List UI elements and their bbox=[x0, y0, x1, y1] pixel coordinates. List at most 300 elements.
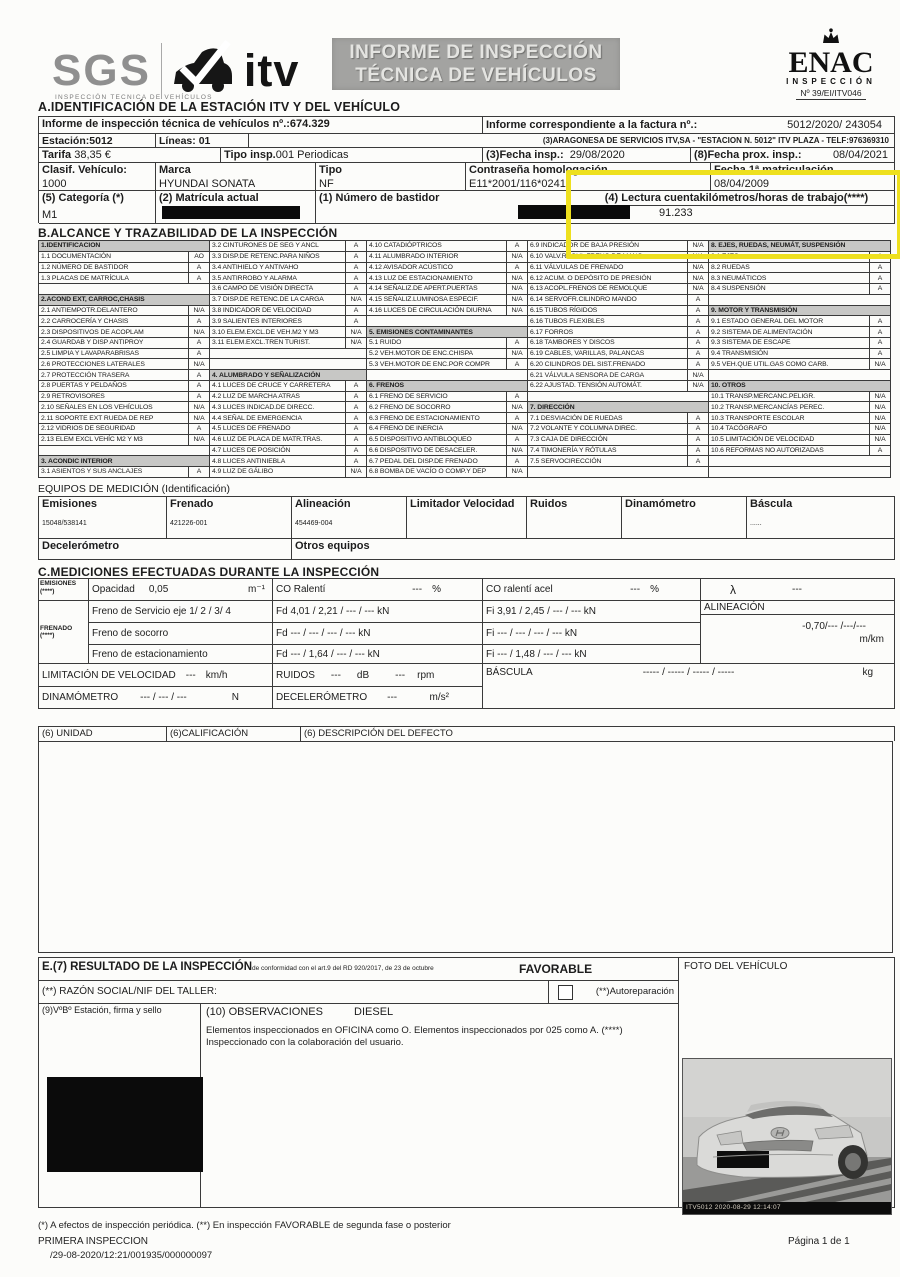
equipo-cell bbox=[407, 497, 527, 539]
b-item-row bbox=[39, 401, 209, 412]
signature-redaction-box bbox=[47, 1077, 203, 1172]
tipo-value: NF bbox=[319, 178, 334, 190]
b-empty-row bbox=[39, 283, 209, 294]
b-item-status: A bbox=[345, 402, 366, 412]
b-item-row bbox=[210, 315, 366, 326]
car-illustration bbox=[683, 1059, 891, 1202]
alineacion-cell bbox=[701, 601, 895, 664]
otros-equipos-cell bbox=[292, 539, 895, 560]
resultado-row bbox=[39, 958, 679, 981]
b-item-row bbox=[39, 272, 209, 283]
dinamometro-label: DINAMÓMETRO bbox=[42, 692, 119, 703]
frenado-side-2: (****) bbox=[40, 632, 55, 639]
section-a-title: A.IDENTIFICACIÓN DE LA ESTACIÓN ITV Y DEL VEHÍCULO bbox=[38, 100, 401, 114]
b-item-row bbox=[210, 445, 366, 456]
b-empty-row bbox=[528, 391, 708, 402]
b-item-status: N/A bbox=[687, 273, 708, 283]
limitacion-cell bbox=[39, 664, 273, 687]
b-item-status: A bbox=[188, 381, 209, 391]
b-item-label: 3.6 CAMPO DE VISIÓN DIRECTA bbox=[212, 285, 314, 293]
b-item-label: 9.3 SISTEMA DE ESCAPE bbox=[711, 339, 791, 347]
b-item-row bbox=[210, 326, 366, 337]
b-item-row bbox=[528, 348, 708, 359]
b-item-status: N/A bbox=[869, 413, 890, 423]
autoreparacion-label: (**)Autoreparación bbox=[595, 986, 674, 997]
equipo-cell bbox=[622, 497, 747, 539]
b-item-status: A bbox=[506, 392, 527, 402]
b-column-5 bbox=[708, 240, 891, 478]
equipos-table bbox=[38, 496, 895, 560]
b-item-status: A bbox=[869, 446, 890, 456]
b-item-row bbox=[210, 391, 366, 402]
fecha-insp-value: 29/08/2020 bbox=[569, 149, 625, 161]
b-item-row bbox=[367, 305, 527, 316]
b-item-status: A bbox=[188, 263, 209, 273]
observaciones-line2: Inspeccionado con la colaboración del usuario. bbox=[206, 1037, 404, 1048]
b-item-row bbox=[367, 337, 527, 348]
opacidad-unit: m⁻¹ bbox=[248, 584, 265, 595]
lambda-label: λ bbox=[730, 582, 736, 597]
alineacion-unit: m/km bbox=[859, 634, 884, 645]
b-item-status: AO bbox=[188, 252, 209, 262]
freno-estac-fd-cell: Fd --- / 1,64 / --- / --- kN bbox=[273, 645, 483, 664]
b-group-header: 7. DIRECCIÓN bbox=[528, 401, 708, 412]
b-item-label: 3.11 ELEM.EXCL.TREN TURIST. bbox=[212, 339, 310, 347]
b-item-status: N/A bbox=[188, 402, 209, 412]
b-item-label: 3.1 ASIENTOS Y SUS ANCLAJES bbox=[41, 468, 143, 476]
marca-label: Marca bbox=[159, 164, 191, 176]
sgs-itv-logo bbox=[52, 36, 299, 95]
b-item-label: 5.1 RUIDO bbox=[369, 339, 402, 347]
b-item-row bbox=[367, 466, 527, 477]
b-group-header: 6. FRENOS bbox=[367, 380, 527, 391]
b-item-label: 2.9 RETROVISORES bbox=[41, 393, 105, 401]
b-item-label: 3.4 ANTIHIELO Y ANTIVAHO bbox=[212, 263, 299, 271]
b-item-status: A bbox=[188, 273, 209, 283]
resultado-title-small: de conformidad con el art.9 del RD 920/2017, de 23 de octubre bbox=[252, 965, 434, 972]
b-item-label: 6.4 FRENO DE INERCIA bbox=[369, 425, 443, 433]
b-item-row bbox=[367, 251, 527, 262]
b-item-row bbox=[39, 337, 209, 348]
b-item-status: A bbox=[506, 456, 527, 466]
b-item-status: A bbox=[869, 338, 890, 348]
equipo-name: Ruidos bbox=[530, 498, 568, 510]
b-group-header: 1.IDENTIFICACION bbox=[39, 241, 209, 251]
b-item-row bbox=[709, 445, 890, 456]
b-item-row bbox=[210, 455, 366, 466]
b-item-status: A bbox=[687, 359, 708, 369]
b-item-label: 2.4 GUARDAB Y DISP ANTIPROY bbox=[41, 339, 144, 347]
equipo-cell bbox=[292, 497, 407, 539]
b-item-status: A bbox=[188, 316, 209, 326]
clasif-cell bbox=[39, 163, 156, 191]
b-item-label: 5.3 VEH.MOTOR DE ENC.POR COMPR bbox=[369, 360, 490, 368]
b-item-row bbox=[39, 326, 209, 337]
freno-servicio-fd-cell: Fd 4,01 / 2,21 / --- / --- kN bbox=[273, 601, 483, 623]
b-item-label: 10.1 TRANSP.MERCANC.PELIGR. bbox=[711, 393, 815, 401]
b-item-row bbox=[709, 283, 890, 294]
b-item-label: 7.2 VOLANTE Y COLUMNA DIREC. bbox=[530, 425, 637, 433]
b-item-row bbox=[528, 412, 708, 423]
b-item-label: 2.6 PROTECCIONES LATERALES bbox=[41, 360, 145, 368]
fecha-prox-cell bbox=[691, 148, 895, 163]
b-item-status: A bbox=[687, 316, 708, 326]
b-item-status: A bbox=[506, 338, 527, 348]
fecha-insp-label: (3)Fecha insp.: bbox=[486, 149, 564, 161]
b-item-label: 7.3 CAJA DE DIRECCIÓN bbox=[530, 436, 608, 444]
estacion-cell bbox=[39, 134, 156, 148]
fecha-matric-label: Fecha 1ª matriculación bbox=[714, 164, 834, 176]
equipo-value: 421226-001 bbox=[170, 520, 208, 527]
limitacion-value: --- bbox=[185, 669, 196, 681]
b-group-header: 3. ACONDIC INTERIOR bbox=[39, 455, 209, 466]
clasif-label: Clasif. Vehículo: bbox=[42, 164, 127, 176]
b-item-status: N/A bbox=[687, 370, 708, 380]
b-item-label: 9.1 ESTADO GENERAL DEL MOTOR bbox=[711, 317, 824, 325]
b-item-label: 6.6 DISPOSITIVO DE DESACELER. bbox=[369, 446, 478, 454]
b-item-label: 6.13 ACOPL.FRENOS DE REMOLQUE bbox=[530, 285, 648, 293]
b-item-label: 9.5 VEH.QUE UTIL.GAS COMO CARB. bbox=[711, 360, 829, 368]
b-item-label: 8.3 NEUMÁTICOS bbox=[711, 274, 767, 282]
b-item-status: A bbox=[869, 263, 890, 273]
section-b-title: B.ALCANCE Y TRAZABILIDAD DE LA INSPECCIÓN bbox=[38, 226, 338, 240]
equipo-name: Frenado bbox=[170, 498, 214, 510]
matricula-redaction-bar bbox=[162, 206, 300, 219]
estacion-value: 5012 bbox=[89, 135, 113, 147]
b-item-status: N/A bbox=[506, 402, 527, 412]
b-item-label: 6.21 VÁLVULA SENSORA DE CARGA bbox=[530, 371, 645, 379]
equipo-cell bbox=[39, 497, 167, 539]
clasif-value: 1000 bbox=[42, 178, 67, 190]
b-item-row bbox=[528, 315, 708, 326]
b-item-row bbox=[528, 241, 708, 251]
alineacion-label: ALINEACIÓN bbox=[701, 601, 894, 615]
b-item-row bbox=[367, 423, 527, 434]
b-item-row bbox=[528, 337, 708, 348]
b-item-row bbox=[39, 423, 209, 434]
ruidos-label: RUIDOS bbox=[276, 669, 315, 681]
b-item-label: 4.15 SEÑALIZ.LUMINOSA ESPECIF. bbox=[369, 296, 479, 304]
b-item-label: 6.16 TUBOS FLEXIBLES bbox=[530, 317, 605, 325]
b-item-row bbox=[39, 466, 209, 477]
b-item-row bbox=[210, 423, 366, 434]
b-item-status: A bbox=[345, 316, 366, 326]
emisiones-side-label bbox=[39, 579, 89, 601]
b-item-label: 2.8 PUERTAS Y PELDAÑOS bbox=[41, 382, 127, 390]
b-item-row bbox=[367, 455, 527, 466]
footer-note: (*) A efectos de inspección periódica. (**) En inspección FAVORABLE de segunda fase o posterior bbox=[38, 1220, 451, 1231]
fecha-matric-value: 08/04/2009 bbox=[714, 178, 770, 190]
b-item-label: 4.1 LUCES DE CRUCE Y CARRETERA bbox=[212, 382, 331, 390]
tipo-insp-label: Tipo insp. bbox=[224, 149, 276, 161]
logo-subtitle: INSPECCIÓN TECNICA DE VEHÍCULOS bbox=[55, 94, 213, 101]
marca-value: HYUNDAI SONATA bbox=[159, 178, 256, 190]
b-item-row bbox=[39, 391, 209, 402]
lineas-label: Líneas: bbox=[159, 135, 196, 147]
frenado-side-1: FRENADO bbox=[40, 624, 73, 632]
fecha-prox-label: (8)Fecha prox. insp.: bbox=[694, 148, 802, 161]
equipo-name: Báscula bbox=[750, 498, 793, 510]
b-item-status: A bbox=[188, 392, 209, 402]
footer-primera-inspeccion: PRIMERA INSPECCION bbox=[38, 1236, 149, 1247]
equipo-cell bbox=[747, 497, 895, 539]
b-item-status: N/A bbox=[687, 241, 708, 251]
b-inspection-grid bbox=[38, 240, 894, 478]
b-item-row bbox=[528, 434, 708, 445]
b-item-label: 2.5 LIMPIA Y LAVAPARABRISAS bbox=[41, 350, 139, 358]
b-item-label: 4.14 SEÑALIZ.DE APERT.PUERTAS bbox=[369, 285, 478, 293]
decelerometro-unit: m/s² bbox=[429, 692, 449, 703]
b-item-row bbox=[210, 241, 366, 251]
co-ralenti-cell bbox=[273, 579, 483, 601]
b-item-row bbox=[709, 401, 890, 412]
bascula-value: ----- / ----- / ----- / ----- bbox=[642, 667, 735, 678]
b-item-label: 4.7 LUCES DE POSICIÓN bbox=[212, 446, 291, 454]
equipo-value: 15048/538141 bbox=[42, 520, 87, 527]
b-group-header: 9. MOTOR Y TRANSMISIÓN bbox=[709, 305, 890, 316]
decelerometro-name: Decelerómetro bbox=[42, 540, 120, 552]
b-item-row bbox=[709, 358, 890, 369]
lambda-cell bbox=[701, 579, 895, 601]
estacion-label: Estación: bbox=[42, 135, 90, 147]
b-item-status: N/A bbox=[506, 295, 527, 305]
observaciones-label: (10) OBSERVACIONES bbox=[206, 1006, 323, 1018]
freno-socorro-fi-cell: Fi --- / --- / --- / --- kN bbox=[483, 623, 701, 645]
decelerometro-label: DECELERÓMETRO bbox=[276, 692, 368, 703]
emisiones-side-1: EMISIONES bbox=[40, 580, 77, 587]
b-item-status: A bbox=[345, 381, 366, 391]
b-item-status: N/A bbox=[188, 413, 209, 423]
b-item-label: 5.2 VEH.MOTOR DE ENC.CHISPA bbox=[369, 350, 473, 358]
b-item-label: 6.17 FORROS bbox=[530, 328, 574, 336]
b-item-label: 4.11 ALUMBRADO INTERIOR bbox=[369, 253, 459, 261]
b-item-label: 6.7 PEDAL DEL DISP.DE FRENADO bbox=[369, 457, 478, 465]
b-item-status: N/A bbox=[506, 467, 527, 477]
sgs-logo-text: SGS bbox=[52, 46, 151, 95]
co-acel-cell bbox=[483, 579, 701, 601]
b-item-status: N/A bbox=[687, 252, 708, 262]
alineacion-value: -0,70/--- /---/--- bbox=[802, 621, 866, 632]
b-item-status: N/A bbox=[869, 392, 890, 402]
tarifa-label: Tarifa bbox=[42, 149, 72, 161]
b-item-status: A bbox=[687, 327, 708, 337]
b-item-row bbox=[210, 401, 366, 412]
b-item-status: A bbox=[687, 446, 708, 456]
b-item-status: N/A bbox=[506, 284, 527, 294]
tipo-insp-cell bbox=[221, 148, 483, 163]
b-item-row bbox=[367, 283, 527, 294]
defects-header bbox=[38, 726, 895, 741]
b-item-status: A bbox=[687, 349, 708, 359]
b-item-row bbox=[709, 412, 890, 423]
tarifa-cell bbox=[39, 148, 221, 163]
b-item-label: 6.10 VALV.REGUL.FRENO DE MANO bbox=[530, 253, 643, 261]
b-item-label: 2.7 PROTECCIÓN TRASERA bbox=[41, 371, 130, 379]
ruidos-unit2: rpm bbox=[417, 669, 435, 681]
b-item-status: A bbox=[188, 338, 209, 348]
b-column-1 bbox=[38, 240, 210, 478]
b-item-row bbox=[210, 412, 366, 423]
b-item-label: 4.9 LUZ DE GÁLIBO bbox=[212, 468, 274, 476]
b-empty-row bbox=[367, 369, 527, 380]
fecha-insp-cell bbox=[483, 148, 691, 163]
b-item-status: A bbox=[869, 284, 890, 294]
b-item-status: N/A bbox=[869, 402, 890, 412]
b-item-row bbox=[528, 380, 708, 391]
limitacion-unit: km/h bbox=[205, 669, 228, 681]
b-item-label: 1.2 NÚMERO DE BASTIDOR bbox=[41, 263, 129, 271]
b-item-row bbox=[709, 434, 890, 445]
equipo-name: Limitador Velocidad bbox=[410, 498, 515, 510]
b-item-row bbox=[528, 445, 708, 456]
limitacion-label: LIMITACIÓN DE VELOCIDAD bbox=[42, 669, 176, 681]
b-item-row bbox=[709, 391, 890, 402]
b-item-status: A bbox=[687, 435, 708, 445]
b-item-label: 3.8 INDICADOR DE VELOCIDAD bbox=[212, 306, 312, 314]
b-item-row bbox=[528, 358, 708, 369]
b-item-row bbox=[210, 305, 366, 316]
b-item-label: 9.4 TRANSMISIÓN bbox=[711, 350, 768, 358]
b-item-status: A bbox=[345, 446, 366, 456]
co-acel-unit: % bbox=[650, 584, 659, 595]
b-group-header: 4. ALUMBRADO Y SEÑALIZACIÓN bbox=[210, 369, 366, 380]
emisiones-side-2: (****) bbox=[40, 587, 55, 595]
b-item-row bbox=[367, 445, 527, 456]
b-item-row bbox=[367, 434, 527, 445]
b-item-row bbox=[709, 326, 890, 337]
co-label: CO Ralentí bbox=[276, 584, 326, 595]
b-item-label: 4.8 LUCES ANTINIEBLA bbox=[212, 457, 286, 465]
b-item-row bbox=[528, 326, 708, 337]
b-item-status: A bbox=[687, 424, 708, 434]
b-item-row bbox=[528, 262, 708, 273]
vobo-cell: (9)VºBº Estación, firma y sello bbox=[39, 1004, 201, 1208]
b-item-status: A bbox=[345, 435, 366, 445]
matricula-label: (2) Matrícula actual bbox=[159, 192, 259, 204]
b-item-status: N/A bbox=[506, 424, 527, 434]
b-item-status: A bbox=[687, 456, 708, 466]
freno-socorro-label-cell: Freno de socorro bbox=[89, 623, 273, 645]
factura-cell bbox=[483, 117, 895, 134]
b-item-label: 9.2 SISTEMA DE ALIMENTACIÓN bbox=[711, 328, 813, 336]
b-item-row bbox=[367, 401, 527, 412]
b-item-row bbox=[367, 272, 527, 283]
co-value: --- bbox=[412, 584, 423, 595]
b-item-row bbox=[39, 315, 209, 326]
b-item-label: 10.6 REFORMAS NO AUTORIZADAS bbox=[711, 446, 824, 454]
factura-value: 5012/2020/ 243054 bbox=[787, 119, 882, 131]
b-item-status: A bbox=[506, 413, 527, 423]
b-item-status: A bbox=[869, 316, 890, 326]
b-item-status: N/A bbox=[188, 359, 209, 369]
empresa-cell: (3)ARAGONESA DE SERVICIOS ITV,SA - "ESTACION N. 5012" ITV PLAZA - TELF:976369310 bbox=[249, 134, 895, 148]
lineas-cell bbox=[156, 134, 249, 148]
otros-equipos-name: Otros equipos bbox=[295, 540, 370, 552]
b-item-row bbox=[210, 466, 366, 477]
b-item-status: N/A bbox=[506, 252, 527, 262]
b-item-row bbox=[709, 251, 890, 262]
b-item-row bbox=[367, 294, 527, 305]
ruidos-value: --- bbox=[330, 669, 341, 681]
tarifa-value: 38,35 € bbox=[74, 149, 111, 161]
b-item-status: N/A bbox=[506, 349, 527, 359]
b-item-label: 4.6 LUZ DE PLACA DE MATR.TRAS. bbox=[212, 436, 323, 444]
b-item-label: 6.2 FRENO DE SOCORRO bbox=[369, 403, 451, 411]
ruidos-value2: --- bbox=[395, 669, 406, 681]
b-item-status: N/A bbox=[345, 295, 366, 305]
b-empty-row bbox=[709, 455, 890, 466]
b-item-row bbox=[528, 294, 708, 305]
section-c-extra-table bbox=[38, 664, 895, 709]
b-item-row bbox=[528, 455, 708, 466]
b-item-row bbox=[39, 262, 209, 273]
frenado-side-label bbox=[39, 601, 89, 664]
b-group-header: 2.ACOND EXT, CARROC,CHASIS bbox=[39, 294, 209, 305]
b-item-label: 2.13 ELEM EXCL VEHÍC M2 Y M3 bbox=[41, 436, 143, 444]
b-item-row bbox=[39, 358, 209, 369]
b-item-label: 2.12 VIDRIOS DE SEGURIDAD bbox=[41, 425, 136, 433]
defects-unidad-header: (6) UNIDAD bbox=[39, 727, 167, 741]
b-empty-row bbox=[367, 315, 527, 326]
b-item-status: N/A bbox=[687, 284, 708, 294]
informe-number-cell bbox=[39, 117, 483, 134]
b-item-label: 6.1 FRENO DE SERVICIO bbox=[369, 393, 448, 401]
footer-codigo: /29-08-2020/12:21/001935/000000097 bbox=[50, 1250, 213, 1261]
b-item-label: 10.4 TACÓGRAFO bbox=[711, 425, 768, 433]
observaciones-cell bbox=[201, 1004, 679, 1208]
contrasena-cell bbox=[466, 163, 711, 191]
b-item-row bbox=[39, 305, 209, 316]
b-item-status: A bbox=[506, 241, 527, 251]
b-item-row bbox=[210, 294, 366, 305]
equipo-cell bbox=[167, 497, 292, 539]
freno-servicio-label-cell: Freno de Servicio eje 1/ 2 / 3/ 4 bbox=[89, 601, 273, 623]
categoria-value: M1 bbox=[42, 209, 58, 221]
co-acel-label: CO ralentí acel bbox=[486, 584, 553, 595]
b-item-status: N/A bbox=[506, 306, 527, 316]
b-item-status: A bbox=[869, 273, 890, 283]
b-item-row bbox=[709, 423, 890, 434]
b-item-status: N/A bbox=[345, 338, 366, 348]
b-empty-row bbox=[709, 369, 890, 380]
b-item-status: A bbox=[345, 413, 366, 423]
b-item-label: 2.2 CARROCERÍA Y CHASIS bbox=[41, 317, 129, 325]
defects-calificacion-header: (6)CALIFICACIÓN bbox=[167, 727, 301, 741]
b-item-status: N/A bbox=[869, 435, 890, 445]
b-item-row bbox=[367, 391, 527, 402]
freno-socorro-fd-cell: Fd --- / --- / --- / --- kN bbox=[273, 623, 483, 645]
b-item-status: A bbox=[345, 284, 366, 294]
b-item-label: 3.3 DISP.DE RETENC.PARA NIÑOS bbox=[212, 253, 320, 261]
b-item-label: 10.3 TRANSPORTE ESCOLAR bbox=[711, 414, 805, 422]
b-item-row bbox=[39, 251, 209, 262]
b-item-label: 6.9 INDICADOR DE BAJA PRESIÓN bbox=[530, 242, 639, 250]
fecha-prox-value: 08/04/2021 bbox=[832, 149, 888, 161]
b-item-status: A bbox=[506, 359, 527, 369]
bastidor-label: (1) Número de bastidor bbox=[319, 192, 440, 204]
b-group-header: 8. EJES, RUEDAS, NEUMÁT, SUSPENSIÓN bbox=[709, 241, 890, 251]
dinamometro-unit: N bbox=[231, 692, 239, 703]
b-item-row bbox=[528, 369, 708, 380]
b-item-status: N/A bbox=[188, 435, 209, 445]
b-group-header: 10. OTROS bbox=[709, 380, 890, 391]
b-item-label: 4.4 SEÑAL DE EMERGENCIA bbox=[212, 414, 302, 422]
b-item-label: 3.5 ANTIRROBO Y ALARMA bbox=[212, 274, 297, 282]
report-title-line1: INFORME DE INSPECCIÓN bbox=[349, 42, 603, 63]
b-item-label: 6.15 TUBOS RÍGIDOS bbox=[530, 306, 598, 314]
b-column-2 bbox=[209, 240, 367, 478]
b-item-label: 7.1 DESVIACIÓN DE RUEDAS bbox=[530, 414, 623, 422]
